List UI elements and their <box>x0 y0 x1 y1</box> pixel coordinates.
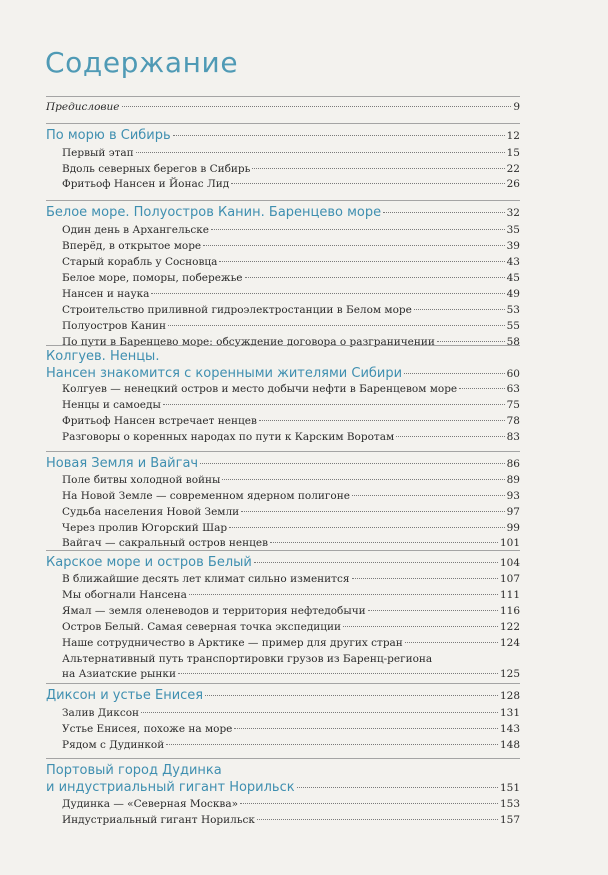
dot-leader <box>203 245 504 246</box>
page-number: 49 <box>506 288 520 300</box>
divider <box>46 200 520 201</box>
page-number: 116 <box>499 605 520 617</box>
toc-section[interactable] <box>46 555 520 570</box>
dot-leader <box>404 373 505 374</box>
page-number: 93 <box>506 490 520 502</box>
dot-leader <box>219 261 504 262</box>
toc-entry[interactable] <box>62 304 520 316</box>
toc-section[interactable] <box>46 780 520 795</box>
section-title: Портовый город Дудинка <box>46 763 222 778</box>
page-number: 55 <box>506 320 520 332</box>
dot-leader <box>245 277 505 278</box>
entry-label: В ближайшие десять лет климат сильно изменится <box>62 573 350 585</box>
entry-label: Залив Диксон <box>62 707 140 719</box>
page-number: 53 <box>506 304 520 316</box>
section-title: Колгуев. Ненцы. <box>46 349 160 364</box>
dot-leader <box>259 420 505 421</box>
dot-leader <box>241 511 504 512</box>
page-number: 97 <box>506 506 520 518</box>
dot-leader <box>136 152 505 153</box>
page-number: 122 <box>499 621 520 633</box>
page-number: 43 <box>506 256 520 268</box>
dot-leader <box>414 309 505 310</box>
dot-leader <box>231 183 504 184</box>
toc-entry[interactable] <box>62 399 520 411</box>
toc-entry[interactable] <box>62 637 520 649</box>
toc-entry[interactable] <box>62 147 520 159</box>
entry-label: Мы обогнали Нансена <box>62 589 187 601</box>
toc-entry[interactable] <box>62 415 520 427</box>
entry-label: Судьба населения Новой Земли <box>62 506 240 518</box>
toc-entry[interactable] <box>62 814 520 826</box>
dot-leader <box>368 610 498 611</box>
toc-entry[interactable] <box>62 224 520 236</box>
entry-label: Полуостров Канин <box>62 320 167 332</box>
section-title: По морю в Сибирь <box>46 128 171 143</box>
toc-entry[interactable] <box>62 605 520 617</box>
section-title: Диксон и устье Енисея <box>46 688 204 703</box>
divider <box>46 123 520 124</box>
toc-entry[interactable] <box>62 573 520 585</box>
entry-label: Устье Енисея, похоже на море <box>62 723 233 735</box>
page-number: 143 <box>499 723 520 735</box>
entry-label: Один день в Архангельске <box>62 224 209 236</box>
dot-leader <box>189 594 498 595</box>
page-title: Содержание <box>45 46 239 79</box>
page-number: 35 <box>506 224 520 236</box>
toc-section[interactable] <box>46 763 520 778</box>
divider <box>46 683 520 684</box>
toc-section[interactable] <box>46 366 520 381</box>
dot-leader <box>173 135 505 136</box>
entry-label: Ямал — земля оленеводов и территория нефтедобычи <box>62 605 366 617</box>
toc-section[interactable] <box>46 688 520 703</box>
dot-leader <box>141 712 498 713</box>
toc-section[interactable] <box>46 456 520 471</box>
entry-label: Через пролив Югорский Шар <box>62 522 228 534</box>
toc-entry[interactable] <box>62 653 520 665</box>
dot-leader <box>166 744 498 745</box>
toc-section[interactable] <box>46 349 520 364</box>
dot-leader <box>211 229 505 230</box>
page-number: 125 <box>499 668 520 680</box>
page-number: 39 <box>506 240 520 252</box>
entry-label: Поле битвы холодной войны <box>62 474 221 486</box>
entry-label: Первый этап <box>62 147 134 159</box>
page-number: 45 <box>506 272 520 284</box>
page-number: 107 <box>499 573 520 585</box>
entry-label: Индустриальный гигант Норильск <box>62 814 255 826</box>
section-title: Новая Земля и Вайгач <box>46 456 199 471</box>
entry-label: Разговоры о коренных народах по пути к Карским Воротам <box>62 431 395 443</box>
dot-leader <box>234 728 498 729</box>
divider <box>46 345 520 346</box>
section-title: Нансен знакомится с коренными жителями Сибири <box>46 366 403 381</box>
entry-label: Старый корабль у Сосновца <box>62 256 218 268</box>
toc-entry[interactable] <box>62 537 520 549</box>
dot-leader <box>200 463 505 464</box>
toc-entry[interactable] <box>62 163 520 175</box>
toc-entry[interactable] <box>62 506 520 518</box>
dot-leader <box>254 562 498 563</box>
toc-entry[interactable] <box>62 490 520 502</box>
toc-entry[interactable] <box>62 723 520 735</box>
entry-label: Колгуев — ненецкий остров и место добычи нефти в Баренцевом море <box>62 383 458 395</box>
toc-entry[interactable] <box>62 589 520 601</box>
toc-entry[interactable] <box>62 240 520 252</box>
page-number: 32 <box>506 207 520 219</box>
toc-entry[interactable] <box>62 336 520 348</box>
toc-entry[interactable] <box>62 474 520 486</box>
dot-leader <box>270 542 498 543</box>
toc-section[interactable] <box>46 128 520 143</box>
dot-leader <box>257 819 498 820</box>
page-number: 12 <box>506 130 520 142</box>
toc-entry[interactable] <box>62 522 520 534</box>
dot-leader <box>222 479 504 480</box>
entry-label: на Азиатские рынки <box>62 668 176 680</box>
toc-entry[interactable] <box>62 739 520 751</box>
page-number: 153 <box>499 798 520 810</box>
toc-entry-preface[interactable] <box>46 101 520 113</box>
dot-leader <box>297 787 498 788</box>
entry-label: На Новой Земле — современном ядерном полигоне <box>62 490 350 502</box>
entry-label: Рядом с Дудинкой <box>62 739 165 751</box>
toc-entry[interactable] <box>62 707 520 719</box>
section-title: и индустриальный гигант Норильск <box>46 780 295 795</box>
page-number: 63 <box>506 383 520 395</box>
toc-entry[interactable] <box>62 272 520 284</box>
page-number: 101 <box>499 537 520 549</box>
dot-leader <box>151 293 504 294</box>
entry-label: Белое море, поморы, побережье <box>62 272 243 284</box>
dot-leader <box>163 404 505 405</box>
page-number: 26 <box>506 178 520 190</box>
section-title: Белое море. Полуостров Канин. Баренцево море <box>46 205 382 220</box>
entry-label: Фритьоф Нансен и Йонас Лид <box>62 178 230 190</box>
entry-label: Остров Белый. Самая северная точка экспедиции <box>62 621 342 633</box>
dot-leader <box>396 436 504 437</box>
page-number: 86 <box>506 458 520 470</box>
divider <box>46 758 520 759</box>
toc-entry[interactable] <box>62 288 520 300</box>
divider <box>46 451 520 452</box>
entry-label: По пути в Баренцево море: обсуждение договора о разграничении <box>62 336 435 348</box>
toc-entry[interactable] <box>62 256 520 268</box>
dot-leader <box>352 495 505 496</box>
page-number: 9 <box>513 101 520 113</box>
entry-label: Вайгач — сакральный остров ненцев <box>62 537 269 549</box>
entry-label: Вдоль северных берегов в Сибирь <box>62 163 251 175</box>
page-number: 89 <box>506 474 520 486</box>
dot-leader <box>229 527 505 528</box>
page-number: 75 <box>506 399 520 411</box>
page-number: 148 <box>499 739 520 751</box>
page-number: 124 <box>499 637 520 649</box>
dot-leader <box>205 695 498 696</box>
toc-entry[interactable] <box>62 320 520 332</box>
page-number: 60 <box>506 368 520 380</box>
dot-leader <box>240 803 498 804</box>
dot-leader <box>383 212 504 213</box>
page-number: 131 <box>499 707 520 719</box>
dot-leader <box>178 673 498 674</box>
dot-leader <box>252 168 504 169</box>
entry-label: Строительство приливной гидроэлектростанции в Белом море <box>62 304 412 316</box>
page-number: 104 <box>499 557 520 569</box>
dot-leader <box>352 578 498 579</box>
page-number: 157 <box>499 814 520 826</box>
entry-label: Предисловие <box>46 101 120 113</box>
divider <box>46 550 520 551</box>
page-number: 128 <box>499 690 520 702</box>
entry-label: Ненцы и самоеды <box>62 399 161 411</box>
divider <box>46 96 520 97</box>
page-number: 111 <box>499 589 520 601</box>
page-number: 15 <box>506 147 520 159</box>
toc-entry[interactable] <box>62 178 520 190</box>
dot-leader <box>343 626 498 627</box>
entry-label: Нансен и наука <box>62 288 150 300</box>
entry-label: Вперёд, в открытое море <box>62 240 202 252</box>
entry-label: Дудинка — «Северная Москва» <box>62 798 239 810</box>
entry-label: Наше сотрудничество в Арктике — пример для других стран <box>62 637 403 649</box>
toc-entry[interactable] <box>62 431 520 443</box>
toc-entry[interactable] <box>62 383 520 395</box>
entry-label: Альтернативный путь транспортировки грузов из Баренц-региона <box>62 653 433 665</box>
toc-section[interactable] <box>46 205 520 220</box>
dot-leader <box>122 106 512 107</box>
dot-leader <box>405 642 498 643</box>
page-number: 78 <box>506 415 520 427</box>
entry-label: Фритьоф Нансен встречает ненцев <box>62 415 257 427</box>
dot-leader <box>168 325 505 326</box>
page-number: 58 <box>506 336 520 348</box>
page-number: 22 <box>506 163 520 175</box>
toc-entry[interactable] <box>62 668 520 680</box>
page-number: 151 <box>499 782 520 794</box>
dot-leader <box>459 388 504 389</box>
toc-entry[interactable] <box>62 621 520 633</box>
page-number: 83 <box>506 431 520 443</box>
section-title: Карское море и остров Белый <box>46 555 252 570</box>
toc-entry[interactable] <box>62 798 520 810</box>
dot-leader <box>437 341 505 342</box>
page-number: 99 <box>506 522 520 534</box>
